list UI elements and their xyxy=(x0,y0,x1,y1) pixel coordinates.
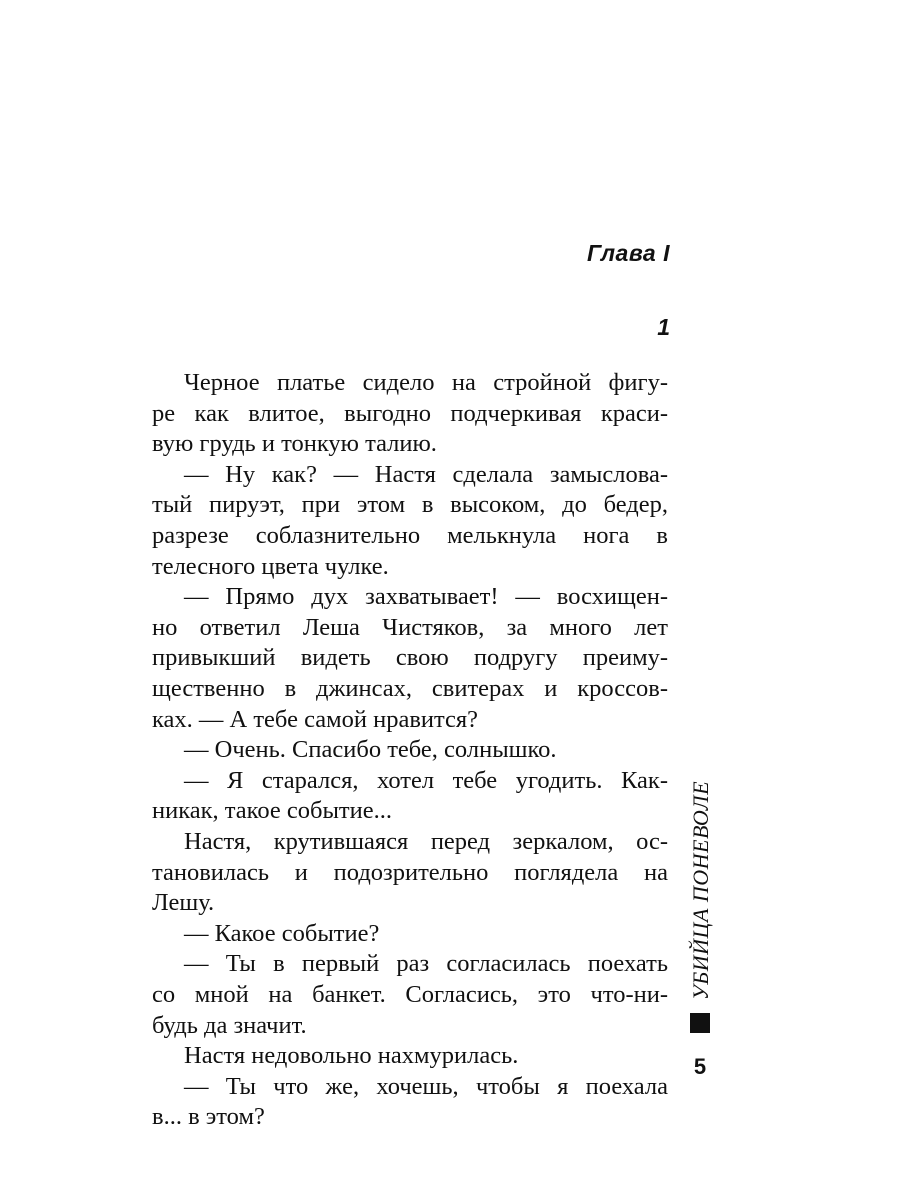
text-line: — Я старался, хотел тебе угодить. Как- xyxy=(184,766,668,794)
text-line: Настя недовольно нахмурилась. xyxy=(184,1042,519,1070)
text-line: никак, такое событие... xyxy=(152,797,392,825)
text-line: Черное платье сидело на стройной фигу- xyxy=(184,369,668,396)
text-line: вую грудь и тонкую талию. xyxy=(152,430,437,458)
chapter-title: Глава I xyxy=(586,240,670,266)
text-line: — Ну как? — Настя сделала замыслова- xyxy=(184,460,668,488)
text-line: — Очень. Спасибо тебе, солнышко. xyxy=(184,736,557,764)
page-number: 5 xyxy=(693,1054,707,1079)
text-line: Настя, крутившаяся перед зеркалом, ос- xyxy=(184,828,668,855)
text-line: будь да значит. xyxy=(152,1011,307,1039)
text-line: ре как влитое, выгодно подчеркивая краси- xyxy=(152,399,668,427)
text-line: — Прямо дух захватывает! — восхищен- xyxy=(184,583,668,611)
text-line: — Какое событие? xyxy=(184,919,380,947)
text-line: телесного цвета чулке. xyxy=(152,552,389,580)
text-line: но ответил Леша Чистяков, за много лет xyxy=(152,613,668,641)
text-line: — Ты в первый раз согласилась поехать xyxy=(184,950,668,978)
text-line: тый пируэт, при этом в высоком, до бедер, xyxy=(152,491,668,519)
text-line: тановилась и подозрительно поглядела на xyxy=(152,858,668,886)
text-line: со мной на банкет. Согласись, это что-ни- xyxy=(152,981,668,1008)
text-line: привыкший видеть свою подругу преиму- xyxy=(152,644,668,672)
text-line: — Ты что же, хочешь, чтобы я поехала xyxy=(184,1072,668,1100)
text-line: разрезе соблазнительно мелькнула нога в xyxy=(152,522,668,549)
square-marker-icon xyxy=(690,1013,710,1033)
text-line: ках. — А тебе самой нравится? xyxy=(152,705,479,733)
section-number: 1 xyxy=(657,314,670,340)
text-line: Лешу. xyxy=(152,889,215,917)
running-title: УБИЙЦА ПОНЕВОЛЕ xyxy=(688,780,713,1000)
text-line: щественно в джинсах, свитерах и кроссов- xyxy=(152,675,668,702)
text-line: в... в этом? xyxy=(152,1103,265,1131)
